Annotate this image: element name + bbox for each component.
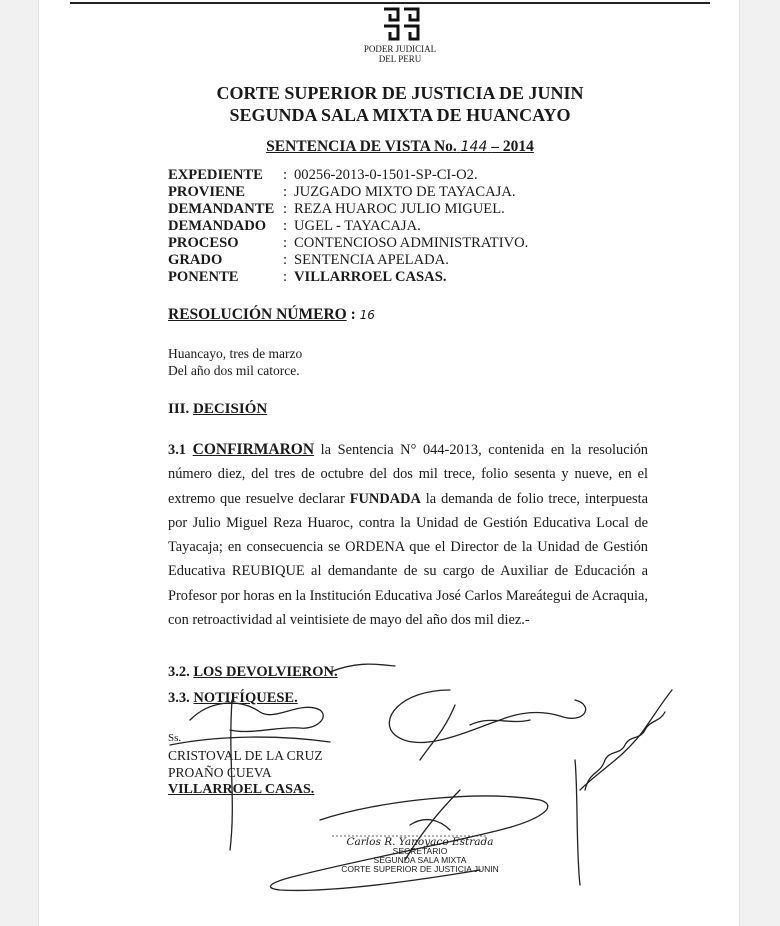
sentencia-prefix: SENTENCIA DE VISTA No.: [266, 138, 457, 155]
meta-value: UGEL - TAYACAJA.: [294, 218, 421, 234]
sentencia-title: [200, 138, 600, 156]
decision-heading: [168, 401, 267, 418]
paragraph-text-2: la demanda de folio trece, interpuesta por Julio Miguel Reza Huaroc, contra la Unidad de Gestión Educativa Local de Tayacaja; en consecuencia se ORDENA que el Director de la Unidad de Gestión Educativa REUBIQUE al demandante de su cargo de Auxiliar de Educación a Profesor por horas en la Institución Educativa José Carlos Mareátegui de Acraquia, con retroactividad al veintisiete de mayo del año dos mil diez.-: [168, 490, 648, 629]
signer-line2: PROAÑO CUEVA: [168, 765, 272, 780]
meta-value: CONTENCIOSO ADMINISTRATIVO.: [294, 235, 529, 251]
meta-row: [168, 235, 528, 252]
paragraph-text-1: la Sentencia N° 044-2013, contenida en la resolución número diez, del tres de octubre del dos mil trece, folio sesenta y nueve, en el extremo que resuelve declarar: [168, 442, 648, 507]
meta-key: DEMANDANTE: [168, 201, 275, 217]
resolucion-number: 16: [359, 308, 375, 322]
court-line1: CORTE SUPERIOR DE JUSTICIA DE JUNIN: [216, 83, 584, 103]
meta-key: PONENTE: [168, 269, 239, 285]
logo-caption-line1: PODER JUDICIAL: [363, 44, 437, 54]
paragraph-number: 3.1: [168, 442, 186, 458]
logo-caption: [330, 44, 470, 64]
item-text: LOS DEVOLVIERON.: [193, 664, 338, 680]
signer-line3: VILLARROEL CASAS.: [168, 782, 315, 797]
sentencia-number: 144: [460, 139, 488, 155]
item-3-2: [168, 664, 338, 681]
paragraph-3-1: [168, 438, 648, 632]
meta-row: [168, 167, 528, 184]
meta-colon: :: [282, 235, 288, 251]
meta-colon: :: [282, 201, 288, 217]
court-heading: [160, 82, 640, 126]
meta-row: [168, 269, 528, 286]
sentencia-year: – 2014: [491, 138, 534, 155]
meta-colon: :: [282, 252, 288, 268]
meta-row: [168, 252, 528, 269]
signers-block: [168, 730, 323, 798]
item-number: 3.3.: [168, 690, 190, 706]
item-3-3: [168, 690, 298, 707]
meta-colon: :: [282, 269, 288, 285]
meta-colon: :: [282, 167, 288, 183]
decision-title: DECISIÓN: [193, 401, 268, 417]
meta-key: EXPEDIENTE: [168, 167, 263, 183]
meta-key: PROVIENE: [168, 184, 246, 200]
poder-judicial-logo-icon: [380, 6, 422, 42]
paragraph-fundada: FUNDADA: [349, 490, 421, 507]
signer-line1: CRISTOVAL DE LA CRUZ: [168, 748, 323, 763]
item-number: 3.2.: [168, 664, 190, 680]
meta-value: VILLARROEL CASAS.: [294, 269, 447, 285]
secretary-title: SECRETARIO: [392, 846, 448, 856]
top-rule: [70, 2, 710, 4]
meta-colon: :: [282, 218, 288, 234]
date-line1: Huancayo, tres de marzo: [168, 346, 303, 361]
meta-key: DEMANDADO: [168, 218, 267, 234]
case-metadata: [168, 167, 528, 286]
meta-colon: :: [282, 184, 288, 200]
resolucion-heading: RESOLUCIÓN NÚMERO : 16: [168, 306, 375, 323]
secretary-name: Carlos R. Yanoyaco Estrada: [346, 836, 494, 848]
resolucion-label: RESOLUCIÓN NÚMERO: [168, 306, 347, 323]
date-line2: Del año dos mil catorce.: [168, 363, 300, 378]
secretary-line2: SEGUNDA SALA MIXTA: [373, 855, 467, 865]
meta-row: [168, 184, 528, 201]
meta-key: PROCESO: [168, 235, 239, 251]
item-text: NOTIFÍQUESE.: [193, 690, 298, 706]
decision-numeral: III.: [168, 401, 190, 417]
paragraph-verb: CONFIRMARON: [192, 441, 315, 458]
meta-row: [168, 218, 528, 235]
signers-prefix: Ss.: [168, 732, 182, 744]
logo-caption-line2: DEL PERU: [378, 54, 422, 64]
meta-key: GRADO: [168, 252, 223, 268]
meta-value: REZA HUAROC JULIO MIGUEL.: [294, 201, 505, 217]
secretary-stamp: [335, 838, 505, 874]
date-place: [168, 345, 302, 379]
meta-value: SENTENCIA APELADA.: [294, 252, 449, 268]
meta-value: JUZGADO MIXTO DE TAYACAJA.: [294, 184, 516, 200]
meta-value: 00256-2013-0-1501-SP-CI-O2.: [294, 167, 478, 183]
secretary-line3: CORTE SUPERIOR DE JUSTICIA JUNIN: [341, 864, 499, 874]
court-line2: SEGUNDA SALA MIXTA DE HUANCAYO: [229, 105, 571, 125]
meta-row: [168, 201, 528, 218]
